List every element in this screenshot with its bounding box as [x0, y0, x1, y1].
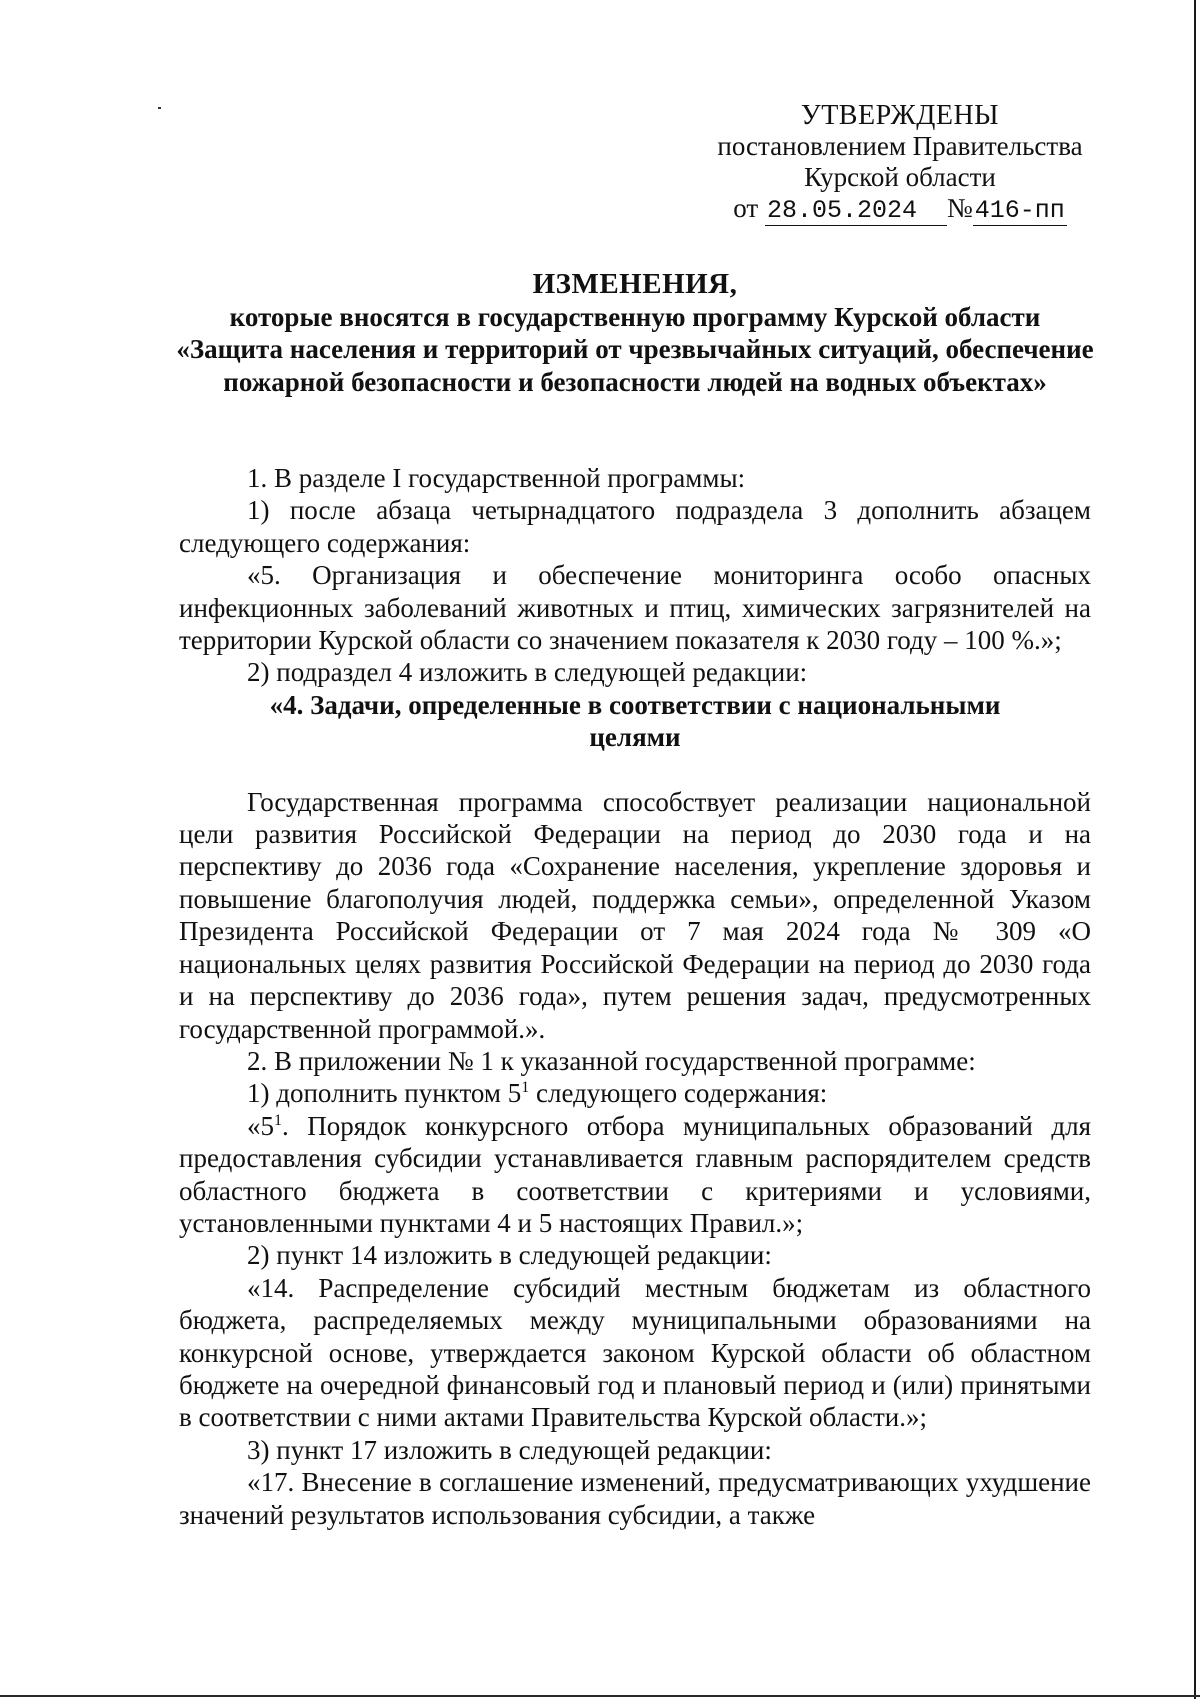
scan-speck	[158, 107, 161, 109]
paragraph-7-text-a: 1) дополнить пунктом 5	[247, 1078, 522, 1109]
approval-number: 416-пп	[974, 196, 1065, 225]
paragraph-1: 1. В разделе I государственной программы:	[247, 463, 746, 493]
paragraph-4: 2) подраздел 4 изложить в следующей редакции:	[247, 657, 808, 688]
number-prefix: №	[946, 193, 973, 223]
spacer	[179, 754, 1091, 786]
paragraph-7	[179, 1077, 1091, 1109]
paragraph-3: «5. Организация и обеспечение мониторинга особо опасных инфекционных заболеваний животных и птиц, химических загрязнителей на территории Курской области со значением показателя к 2030 году – 100 %.»;	[179, 560, 1091, 656]
paragraph-5: Государственная программа способствует реализации национальной цели развития Российской Федерации на период до 2030 года и на перспективу до 2036 года «Сохранение населения, укрепление здоровья и повышение благополучия людей, поддержка семьи», определенной Указом Президента Российской Федерации от 7 мая 2024 года № 309 «О национальных целях развития Российской Федерации на период до 2030 года и на перспективу до 2036 года», путем решения задач, предусмотренных государственной программой.».	[179, 786, 1091, 1044]
approval-line-2: Курской области	[804, 162, 996, 192]
approval-date: 28.05.2024	[765, 196, 947, 226]
paragraph-9: 2) пункт 14 изложить в следующей редакции:	[247, 1240, 772, 1271]
paragraph-8-text-a: «5	[247, 1110, 274, 1141]
paragraph-8	[179, 1110, 1091, 1240]
paragraph-10: «14. Распределение субсидий местным бюджетам из областного бюджета, распределяемых между муниципальными образованиями на конкурсной основе, утверждается законом Курской области об областном бюджете на очередной финансовый год и плановый период и (или) принятыми в соответствии с ними актами Правительства Курской области.»;	[179, 1272, 1091, 1433]
date-prefix: от	[733, 193, 759, 223]
approval-title: УТВЕРЖДЕНЫ	[800, 100, 1000, 131]
scan-edge-bottom	[0, 1695, 1200, 1697]
heading-title: ИЗМЕНЕНИЯ,	[532, 268, 738, 300]
paragraph-8-sup: 1	[274, 1111, 282, 1129]
document-heading	[176, 268, 1094, 398]
paragraph-2: 1) после абзаца четырнадцатого подраздела 3 дополнить абзацем следующего содержания:	[179, 495, 1091, 558]
paragraph-8-text-b: . Порядок конкурсного отбора муниципальных образований для предоставления субсидии устанавливается главным распорядителем средств областного бюджета в соответствии с критериями и условиями, установленными пунктами 4 и 5 настоящих Правил.»;	[179, 1110, 1091, 1238]
scan-edge-right	[1194, 0, 1196, 1699]
approval-dateline	[690, 193, 1110, 226]
paragraph-7-sup: 1	[521, 1079, 530, 1097]
paragraph-6: 2. В приложении № 1 к указанной государственной программе:	[247, 1045, 976, 1076]
approval-line-1: постановлением Правительства	[717, 131, 1083, 161]
section-subheading: «4. Задачи, определенные в соответствии с национальными целями	[269, 689, 1001, 753]
heading-subtitle: которые вносятся в государственную программу Курской области «Защита населения и территорий от чрезвычайных ситуаций, обеспечение пожарной безопасности и безопасности людей на водных объектах»	[176, 301, 1094, 397]
document-body	[179, 462, 1091, 1531]
paragraph-7-text-b: следующего содержания:	[529, 1078, 828, 1109]
approval-block	[690, 100, 1110, 226]
paragraph-11: 3) пункт 17 изложить в следующей редакции:	[247, 1434, 772, 1465]
paragraph-12: «17. Внесение в соглашение изменений, предусматривающих ухудшение значений результатов использования субсидии, а также	[179, 1467, 1091, 1530]
